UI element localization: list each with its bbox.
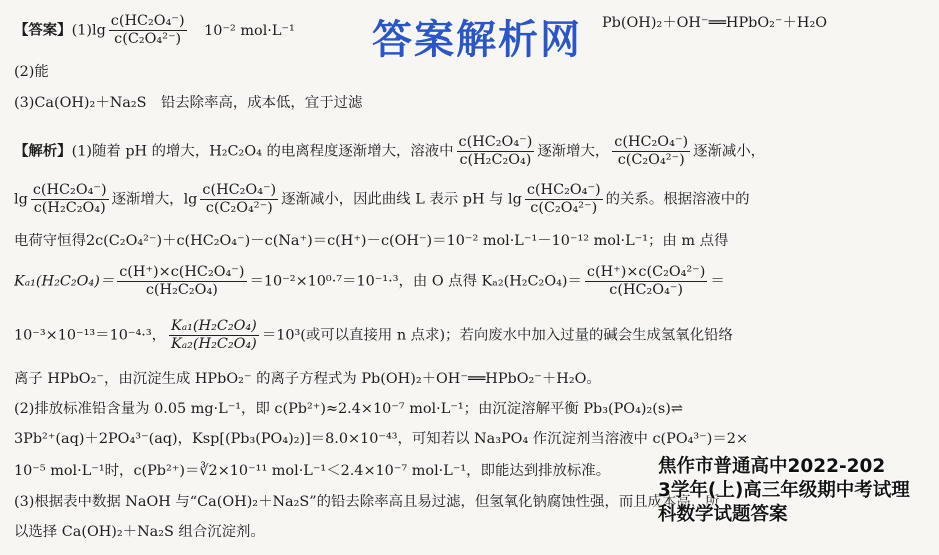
frac-num: c(HC₂O₄⁻): [614, 134, 689, 150]
answer-q3: (3)Ca(OH)₂＋Na₂S 铅去除率高，成本低，宜于过滤: [14, 95, 363, 111]
analysis-text: 逐渐减小，: [693, 143, 766, 160]
frac-num: c(H⁺)×c(C₂O₄²⁻): [586, 264, 706, 280]
analysis-line-7: (2)排放标准铅含量为 0.05 mg·L⁻¹，即 c(Pb²⁺)≈2.4×10⁻⁷ mol·L⁻¹；由沉淀溶解平衡 Pb₃(PO₄)₂(s)⇌: [14, 401, 683, 417]
fraction: [525, 182, 603, 217]
exam-title-stamp: [658, 455, 938, 527]
site-watermark: 答案解析网: [372, 17, 582, 63]
analysis-text: 逐渐减小，因此曲线 L 表示 pH 与 lg: [281, 191, 522, 208]
frac-den: Kₐ₂(H₂C₂O₄): [170, 336, 257, 352]
fraction: [585, 264, 708, 299]
fraction: [169, 318, 259, 353]
analysis-line-6: 离子 HPbO₂⁻，由沉淀生成 HPbO₂⁻ 的离子方程式为 Pb(OH)₂＋OH⁻══HPbO₂⁻＋H₂O。: [14, 371, 601, 387]
frac-den: c(C₂O₄²⁻): [200, 199, 278, 217]
q1-prefix: (1)lg: [71, 22, 106, 39]
fraction: [612, 134, 690, 169]
stamp-line-2: 3学年(上)高三年级期中考试理: [658, 480, 910, 501]
frac-num: c(HC₂O₄⁻): [202, 182, 277, 198]
answer-tag: 【答案】: [14, 21, 72, 39]
q1-fraction: [109, 13, 187, 48]
frac-den: c(H₂C₂O₄): [117, 281, 246, 299]
analysis-text: 逐渐增大，lg: [111, 191, 198, 208]
frac-num: c(HC₂O₄⁻): [458, 134, 533, 150]
analysis-line-5: [14, 318, 929, 353]
frac-den: c(C₂O₄²⁻): [525, 199, 603, 217]
analysis-line-8: 3Pb²⁺(aq)＋2PO₄³⁻(aq)，Ksp[(Pb₃(PO₄)₂)]＝8.0×10⁻⁴³，可知若以 Na₃PO₄ 作沉淀剂当溶液中 c(PO₄³⁻)＝2×: [14, 431, 749, 447]
analysis-text: lg: [14, 191, 28, 208]
analysis-text: 的关系。根据溶液中的: [605, 191, 750, 208]
analysis-text: Kₐ₁(H₂C₂O₄)＝: [14, 273, 115, 290]
analysis-text: 10⁻³×10⁻¹³＝10⁻⁴·³，: [14, 327, 166, 344]
analysis-text: 逐渐增大，: [537, 143, 610, 160]
analysis-text: ＝10³(或可以直接用 n 点求)；若向废水中加入过量的碱会生成氢氧化铅络: [261, 327, 733, 344]
analysis-line-9: 10⁻⁵ mol·L⁻¹时，c(Pb²⁺)＝∛2×10⁻¹¹ mol·L⁻¹＜2.4×10⁻⁷ mol·L⁻¹，即能达到排放标准。: [14, 463, 611, 479]
frac-den: c(HC₂O₄⁻): [585, 281, 708, 299]
frac-num: c(HC₂O₄⁻): [526, 182, 601, 198]
q1-equation: Pb(OH)₂＋OH⁻══HPbO₂⁻＋H₂O: [602, 15, 828, 31]
fraction: [457, 134, 535, 169]
analysis-text: ＝: [710, 273, 725, 290]
analysis-line-3: 电荷守恒得2c(C₂O₄²⁻)＋c(HC₂O₄⁻)－c(Na⁺)＝c(H⁺)－c(OH⁻)＝10⁻² mol·L⁻¹－10⁻¹² mol·L⁻¹；由 m 点得: [14, 233, 729, 249]
answer-q2: (2)能: [14, 64, 49, 80]
fraction: [31, 182, 109, 217]
analysis-line-4: [14, 264, 929, 299]
frac-den: c(C₂O₄²⁻): [612, 151, 690, 169]
analysis-tag: 【解析】: [14, 142, 72, 160]
analysis-line-11: 以选择 Ca(OH)₂＋Na₂S 组合沉淀剂。: [14, 524, 265, 540]
frac-num: c(H⁺)×c(HC₂O₄⁻): [119, 264, 245, 280]
analysis-line-10: (3)根据表中数据 NaOH 与“Ca(OH)₂＋Na₂S”的铅去除率高且易过滤，但氢氧化钠腐蚀性强，而且成本高，所: [14, 494, 720, 510]
stamp-line-1: 焦作市普通高中2022-202: [658, 456, 886, 477]
analysis-line-1: [14, 134, 929, 169]
analysis-text: (1)随着 pH 的增大，H₂C₂O₄ 的电离程度逐渐增大，溶液中: [71, 143, 454, 160]
frac-num: c(HC₂O₄⁻): [32, 182, 107, 198]
q1-frac-num: c(HC₂O₄⁻): [110, 13, 185, 29]
fraction: [200, 182, 278, 217]
frac-den: c(H₂C₂O₄): [457, 151, 535, 169]
frac-num: Kₐ₁(H₂C₂O₄): [170, 318, 257, 334]
q1-frac-den: c(C₂O₄²⁻): [109, 30, 187, 48]
q1-value: 10⁻² mol·L⁻¹: [204, 22, 295, 39]
stamp-line-3: 科数学试题答案: [658, 504, 788, 525]
analysis-text: ＝10⁻²×10⁰·⁷＝10⁻¹·³，由 O 点得 Kₐ₂(H₂C₂O₄)＝: [249, 273, 582, 290]
fraction: [117, 264, 246, 299]
frac-den: c(H₂C₂O₄): [31, 199, 109, 217]
analysis-line-2: [14, 182, 929, 217]
